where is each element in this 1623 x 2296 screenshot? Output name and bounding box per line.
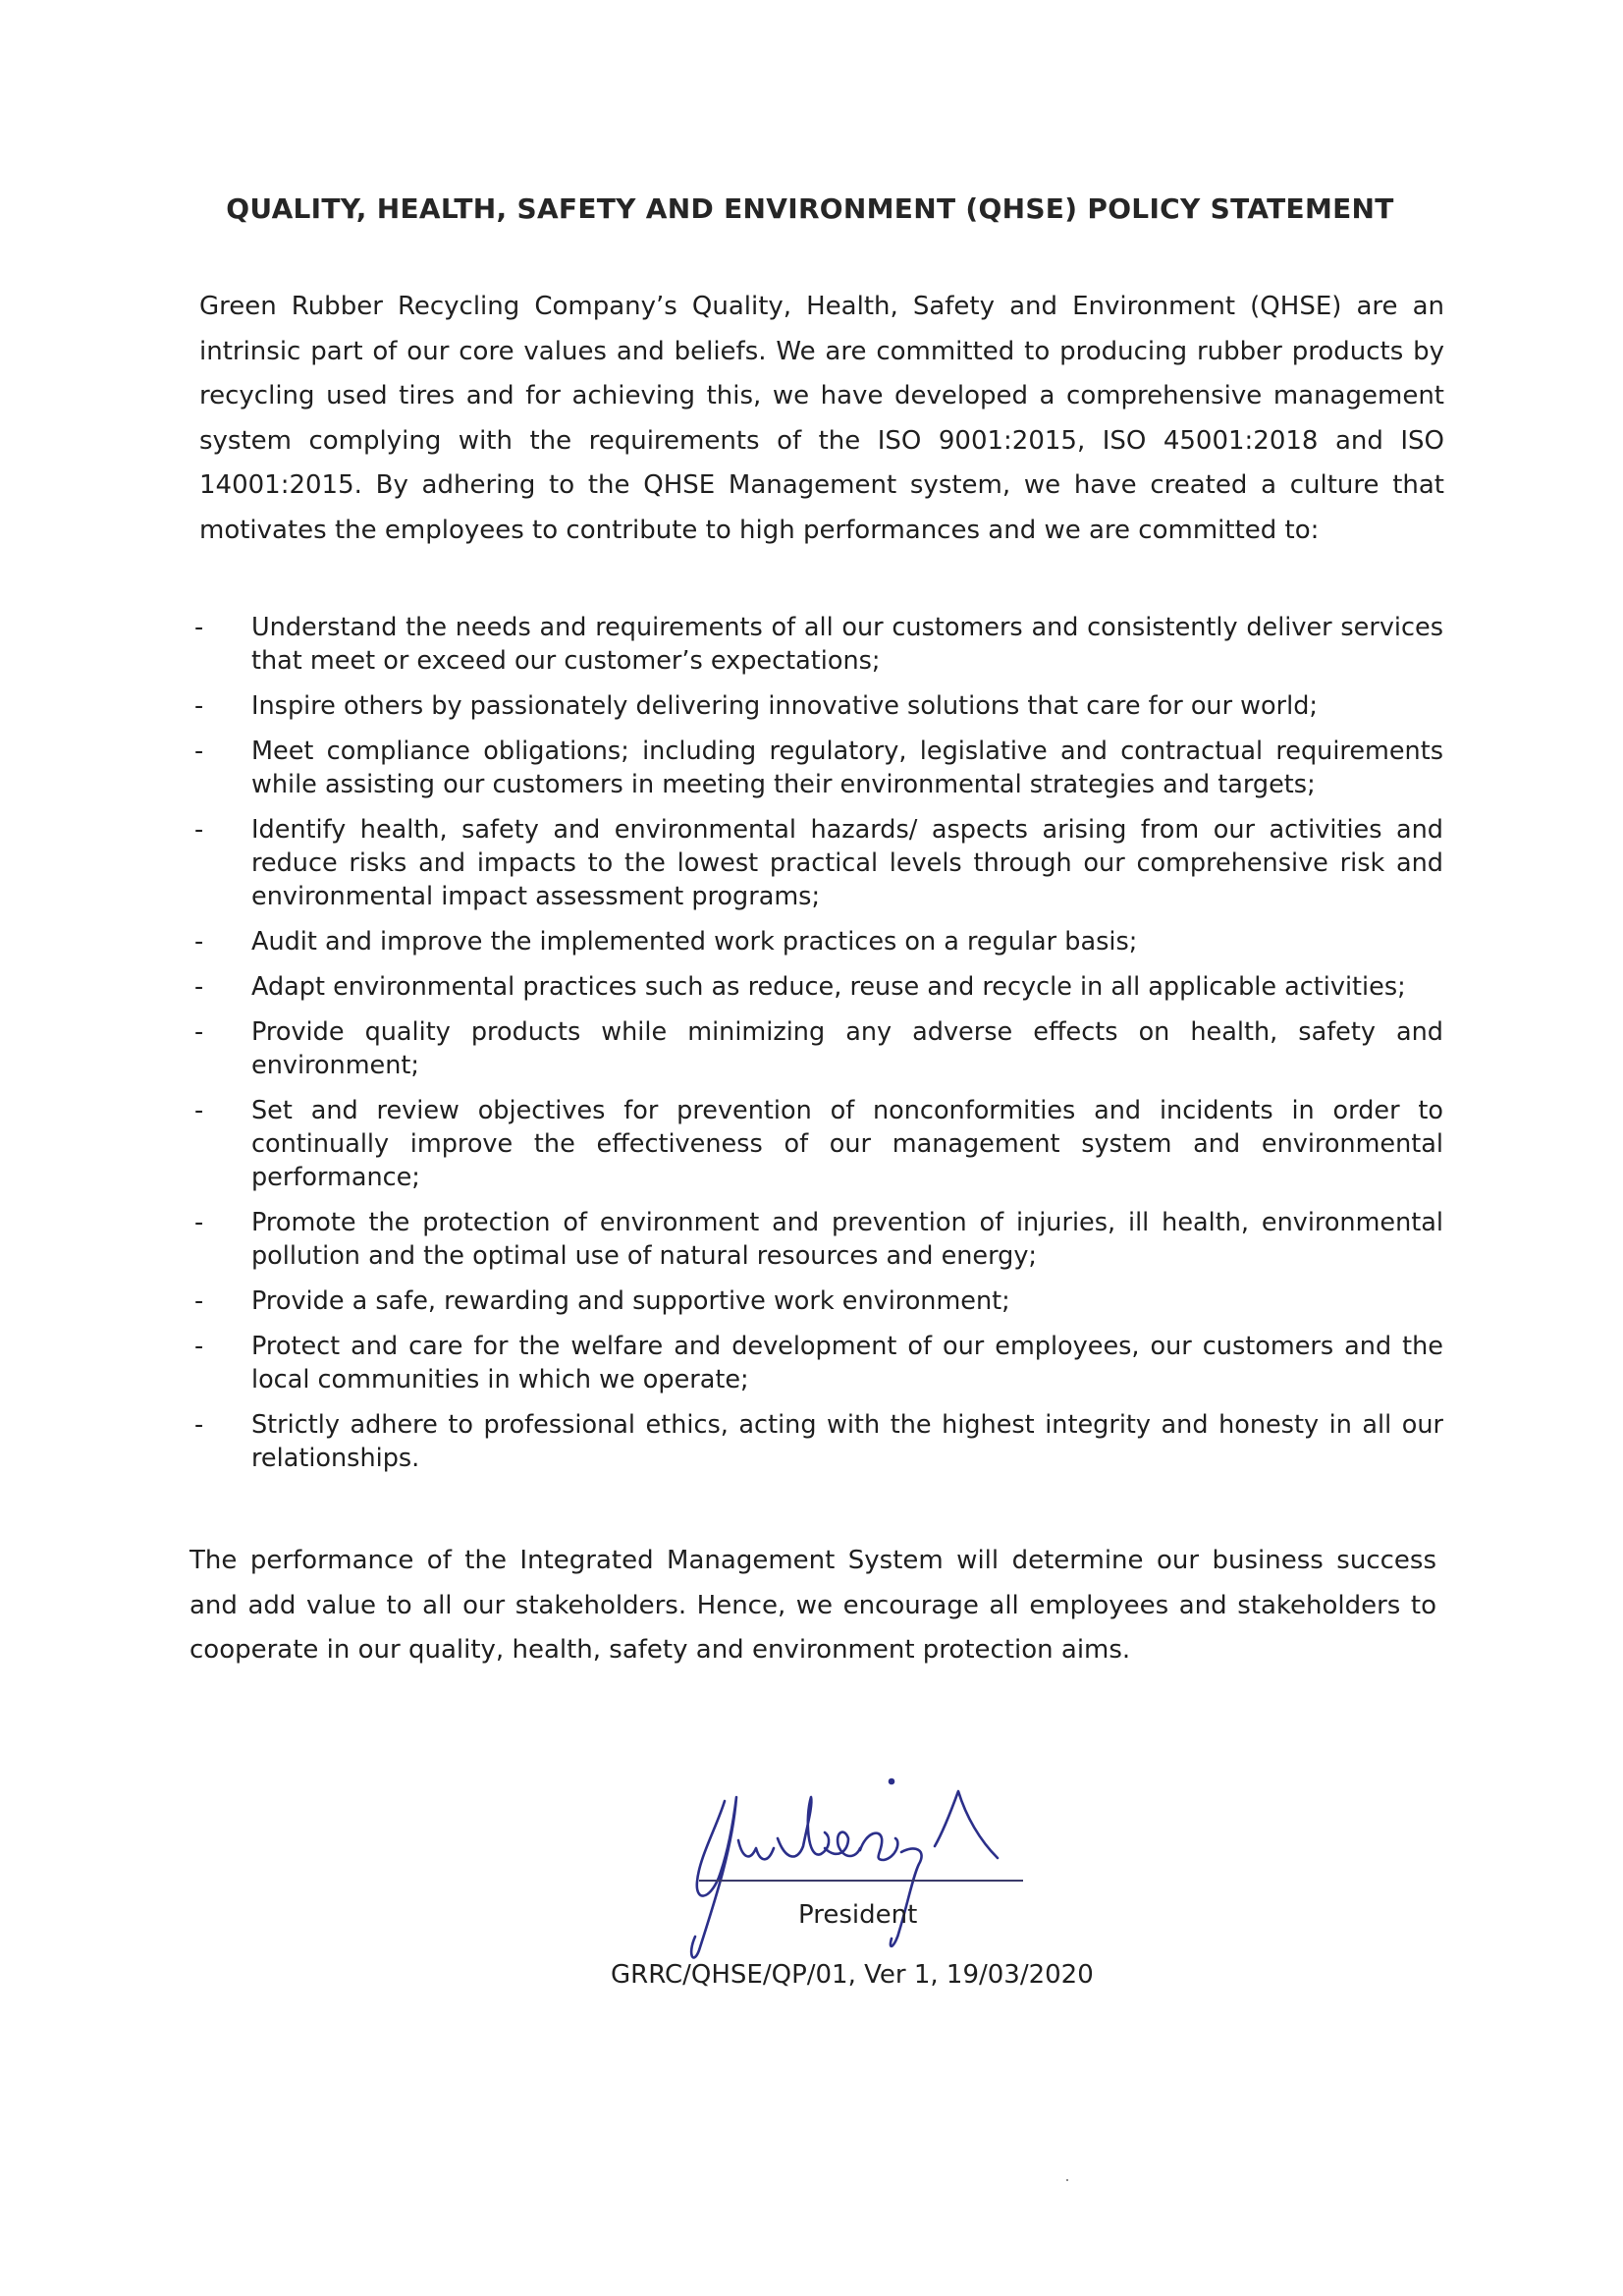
signature-line <box>699 1880 1023 1882</box>
commitment-text: Set and review objectives for prevention of nonconformities and incidents in order to continually improve the effectiveness of our management system and environmental performance; <box>251 1096 1443 1192</box>
bullet-dash: - <box>194 1017 204 1047</box>
commitment-item <box>194 1206 1443 1273</box>
commitment-item <box>194 1408 1443 1475</box>
commitment-item <box>194 1285 1443 1318</box>
document-reference: GRRC/QHSE/QP/01, Ver 1, 19/03/2020 <box>611 1960 1094 1990</box>
commitment-item <box>194 1094 1443 1194</box>
bullet-dash: - <box>194 1286 204 1316</box>
signatory-role: President <box>798 1900 918 1930</box>
bullet-dash: - <box>194 1208 204 1237</box>
bullet-dash: - <box>194 1410 204 1440</box>
commitment-item <box>194 611 1443 678</box>
closing-paragraph: The performance of the Integrated Management System will determine our business success and add value to all our stakeholders. Hence, we encourage all employees and stakeholders to cooperate in our quality, health, safety and environment protection aims. <box>189 1546 1436 1665</box>
commitment-text: Audit and improve the implemented work practices on a regular basis; <box>251 927 1138 957</box>
commitment-item <box>194 1015 1443 1082</box>
scan-speck <box>1066 2179 1068 2181</box>
commitment-item <box>194 970 1443 1004</box>
commitment-item <box>194 813 1443 913</box>
signature-image <box>648 1758 1070 1964</box>
commitment-text: Provide quality products while minimizing any adverse effects on health, safety and environment; <box>251 1017 1443 1080</box>
bullet-dash: - <box>194 815 204 845</box>
commitment-text: Meet compliance obligations; including regulatory, legislative and contractual requirements while assisting our customers in meeting their environmental strategies and targets; <box>251 737 1443 799</box>
bullet-dash: - <box>194 927 204 957</box>
bullet-dash: - <box>194 1332 204 1361</box>
commitment-text: Adapt environmental practices such as reduce, reuse and recycle in all applicable activities; <box>251 972 1406 1002</box>
page-title: QUALITY, HEALTH, SAFETY AND ENVIRONMENT (QHSE) POLICY STATEMENT <box>226 192 1394 225</box>
intro-paragraph: Green Rubber Recycling Company’s Quality, Health, Safety and Environment (QHSE) are an intrinsic part of our core values and beliefs. We are committed to producing rubber products by recycling used tires and for achieving this, we have developed a comprehensive management system complying with the requirements of the ISO 9001:2015, ISO 45001:2018 and ISO 14001:2015. By adhering to the QHSE Management system, we have created a culture that motivates the employees to contribute to high performances and we are committed to: <box>199 292 1444 545</box>
bullet-dash: - <box>194 1096 204 1125</box>
bullet-dash: - <box>194 613 204 642</box>
commitment-item <box>194 925 1443 958</box>
commitment-text: Identify health, safety and environmental hazards/ aspects arising from our activities and reduce risks and impacts to the lowest practical levels through our comprehensive risk and environmental impact assessment programs; <box>251 815 1443 911</box>
commitment-item <box>194 735 1443 801</box>
commitment-text: Strictly adhere to professional ethics, acting with the highest integrity and honesty in all our relationships. <box>251 1410 1443 1473</box>
commitment-text: Promote the protection of environment and prevention of injuries, ill health, environmental pollution and the optimal use of natural resources and energy; <box>251 1208 1443 1271</box>
bullet-dash: - <box>194 972 204 1002</box>
commitments-list <box>194 611 1443 1487</box>
commitment-item <box>194 1330 1443 1396</box>
commitment-text: Provide a safe, rewarding and supportive work environment; <box>251 1286 1010 1316</box>
bullet-dash: - <box>194 691 204 721</box>
commitment-text: Protect and care for the welfare and development of our employees, our customers and the local communities in which we operate; <box>251 1332 1443 1394</box>
commitment-item <box>194 689 1443 723</box>
commitment-text: Inspire others by passionately delivering innovative solutions that care for our world; <box>251 691 1318 721</box>
commitment-text: Understand the needs and requirements of all our customers and consistently deliver services that meet or exceed our customer’s expectations; <box>251 613 1443 676</box>
bullet-dash: - <box>194 737 204 766</box>
